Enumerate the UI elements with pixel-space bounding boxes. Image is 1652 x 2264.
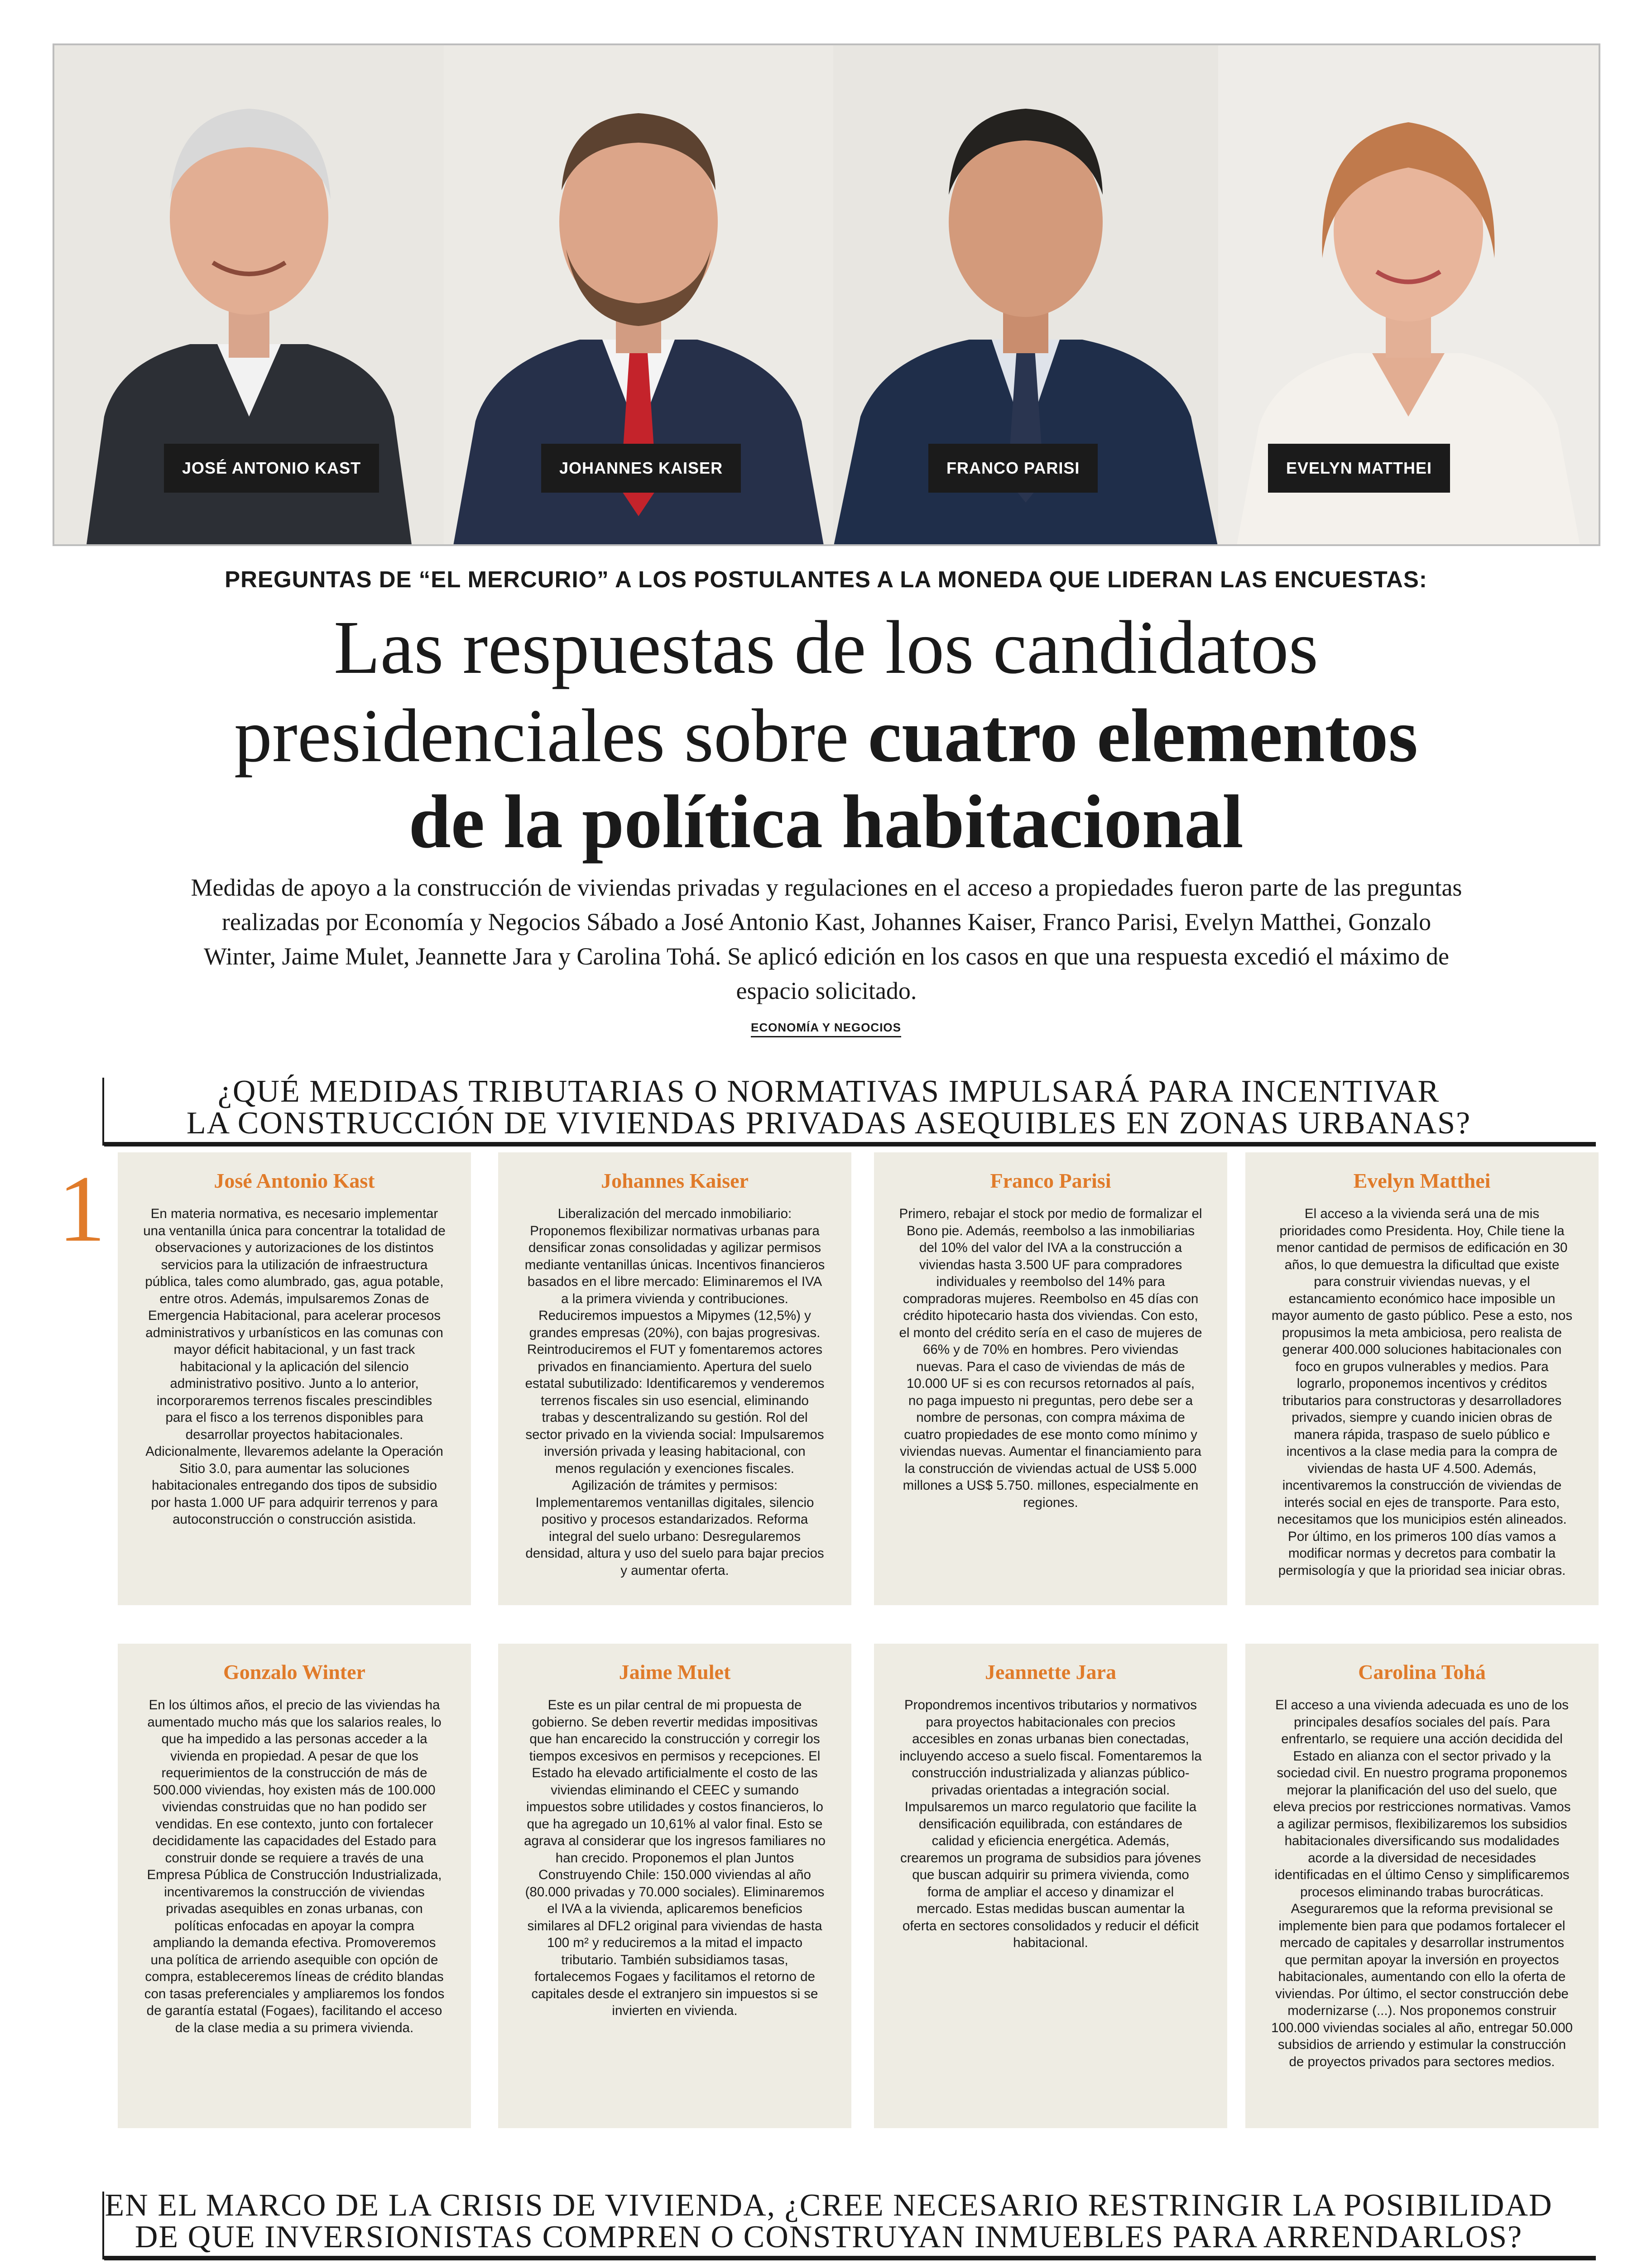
- q1-number: 1: [58, 1156, 106, 1262]
- photo-matthei: [1218, 45, 1600, 546]
- answer-text: Liberalización del mercado inmobiliario: Proponemos flexibilizar normativas urbanas para densificar zonas consolidadas y agilizar permisos mediante ventanillas únicas. Incentivos financieros basados en el libre mercado: Eliminaremos el IVA a la primera vivienda y contribuciones. Reduciremos impuestos a Mipymes (12,5%) y grandes empresas (20%), con bajas progresivas. Reintroduciremos el FUT y fomentaremos actores privados en financiamiento. Apertura del suelo estatal subutilizado: Identificaremos y venderemos terrenos fiscales sin uso esencial, eliminando trabas y descentralizando su gestión. Rol del sector privado en la vivienda social: Impulsaremos inversión privada y leasing habitacional, con menos regulación y exenciones fiscales. Agilización de trámites y permisos: Implementaremos ventanillas digitales, silencio positivo y procesos estandarizados. Reforma integral del suelo urbano: Desregularemos densidad, altura y uso del suelo para bajar precios y aumentar oferta.: [524, 1206, 825, 1578]
- nameplate-kaiser: JOHANNES KAISER: [541, 444, 741, 493]
- q1-answer-jara: [874, 1644, 1227, 2128]
- q1-answer-matthei: [1245, 1152, 1599, 1605]
- candidate-name: Carolina Tohá: [1358, 1660, 1486, 1684]
- section-tag: [0, 1021, 1652, 1035]
- answer-text: En materia normativa, es necesario implementar una ventanilla única para concentrar la totalidad de observaciones y autorizaciones de los distintos servicios para la utilización de infraestructura pública, tales como alumbrado, gas, agua potable, entre otros. Además, impulsaremos Zonas de Emergencia Habitacional, para acelerar procesos administrativos y urbanísticos en las comunas con mayor déficit habitacional, y un fast track habitacional y la aplicación del silencio administrativo positivo. Junto a lo anterior, incorporaremos terrenos fiscales prescindibles para el fisco a los terrenos disponibles para desarrollar proyectos habitacionales. Adicionalmente, llevaremos adelante la Operación Sitio 3.0, para aumentar las soluciones habitacionales entregando dos tipos de subsidio por hasta 1.000 UF para adquirir terrenos y para autoconstrucción o construcción asistida.: [143, 1206, 446, 1527]
- answer-text: Primero, rebajar el stock por medio de formalizar el Bono pie. Además, reembolso a las inmobiliarias del 10% del valor del IVA a la construcción a viviendas hasta 3.500 UF para compradores individuales y reembolso del 14% para compradoras mujeres. Reembolso en 45 días con crédito hipotecario hasta dos viviendas. Con esto, el monto del crédito sería en el caso de mujeres de 66% y de 70% en hombres. Pero viviendas nuevas. Para el caso de viviendas de más de 10.000 UF si es con recursos retornados al país, no paga impuesto ni preguntas, pero debe ser a nombre de personas, con compra máxima de cuatro propiedades de ese monto como mínimo y viviendas nuevas. Aumentar el financiamiento para la construcción de viviendas actual de US$ 5.000 millones a US$ 5.750. millones, especialmente en regiones.: [899, 1206, 1202, 1510]
- q1-answer-winter: [118, 1644, 471, 2128]
- answer-text: Este es un pilar central de mi propuesta de gobierno. Se deben revertir medidas impositivas que han encarecido la construcción y corregir los tiempos excesivos en permisos y recepciones. El Estado ha elevado artificialmente el costo de las viviendas eliminando el CEEC y sumando impuestos sobre utilidades y costos financieros, lo que ha agregado un 10,61% al valor final. Esto se agrava al considerar que los ingresos familiares no han crecido. Proponemos el plan Juntos Construyendo Chile: 150.000 viviendas al año (80.000 privadas y 70.000 sociales). Eliminaremos el IVA a la vivienda, aplicaremos beneficios similares al DFL2 original para viviendas de hasta 100 m² y reduciremos a la mitad el impacto tributario. También subsidiamos tasas, fortalecemos Fogaes y facilitamos el retorno de capitales desde el extranjero sin impuestos si se invierten en vivienda.: [524, 1698, 826, 2018]
- headline-line1: Las respuestas de los candidatos: [333, 605, 1319, 690]
- headline-line2-bold: cuatro elementos: [868, 694, 1418, 778]
- section-tag-label: ECONOMÍA Y NEGOCIOS: [751, 1021, 901, 1037]
- q1-title-line2: LA CONSTRUCCIÓN DE VIVIENDAS PRIVADAS ASEQUIBLES EN ZONAS URBANAS?: [186, 1106, 1471, 1141]
- candidates-photo-strip: [53, 43, 1600, 546]
- q1-answer-parisi: [874, 1152, 1227, 1605]
- photo-kast: [54, 45, 444, 546]
- candidate-name: Johannes Kaiser: [601, 1169, 749, 1192]
- headline-line3: de la política habitacional: [408, 780, 1244, 864]
- q2-title-line2: DE QUE INVERSIONISTAS COMPREN O CONSTRUYAN INMUEBLES PARA ARRENDARLOS?: [134, 2220, 1523, 2254]
- candidate-name: Franco Parisi: [990, 1169, 1111, 1192]
- candidate-name: Jeannette Jara: [985, 1660, 1116, 1684]
- answer-text: Propondremos incentivos tributarios y normativos para proyectos habitacionales con precios accesibles en zonas urbanas bien conectadas, incluyendo acceso a suelo fiscal. Fomentaremos la construcción industrializada y alianzas público-privadas orientadas a integración social. Impulsaremos un marco regulatorio que facilite la densificación equilibrada, con estándares de calidad y eficiencia energética. Además, crearemos un programa de subsidios para jóvenes que buscan adquirir su primera vivienda, como forma de ampliar el acceso y dinamizar el mercado. Estas medidas buscan aumentar la oferta en sectores consolidados y reducir el déficit habitacional.: [899, 1698, 1202, 1950]
- answer-text: El acceso a una vivienda adecuada es uno de los principales desafíos sociales del país. Para enfrentarlo, se requiere una acción decidida del Estado en alianza con el sector privado y la sociedad civil. En nuestro programa proponemos mejorar la planificación del uso del suelo, que eleva precios por restricciones normativas. Vamos a agilizar permisos, flexibilizaremos los subsidios habitacionales diversificando sus modalidades acorde a la diversidad de necesidades identificadas en el último Censo y simplificaremos procesos eliminando trabas burocráticas. Aseguraremos que la reforma previsional se implemente bien para que podamos fortalecer el mercado de capitales y desarrollar instrumentos que permitan apoyar la inversión en proyectos habitacionales, aumentando con ello la oferta de viviendas. Por último, el sector construcción debe modernizarse (...). Nos proponemos construir 100.000 viviendas sociales al año, entregar 50.000 subsidios de arriendo y estimular la construcción de proyectos privados para sectores medios.: [1271, 1698, 1573, 2069]
- answer-text: El acceso a la vivienda será una de mis prioridades como Presidenta. Hoy, Chile tiene la menor cantidad de permisos de edificación en 30 años, lo que demuestra la dificultad que existe para construir viviendas nuevas, y el estancamiento económico hace imposible un mayor aumento de gasto público. Pese a esto, nos propusimos la meta ambiciosa, pero realista de generar 400.000 soluciones habitacionales con foco en grupos vulnerables y medios. Para lograrlo, proponemos incentivos y créditos tributarios para constructoras y desarrolladores privados, siempre y cuando inicien obras de manera rápida, traspaso de suelo público e incentivos a la clase media para la compra de viviendas de hasta UF 4.500. Además, incentivaremos la construcción de viviendas de interés social en ejes de transporte. Para esto, necesitamos que los municipios estén alineados. Por último, en los primeros 100 días vamos a modificar normas y decretos para combatir la permisología y que la prioridad sea iniciar obras.: [1271, 1206, 1573, 1578]
- candidate-name: Evelyn Matthei: [1353, 1169, 1491, 1192]
- q2-rule: [104, 2256, 1596, 2260]
- kicker: PREGUNTAS DE “EL MERCURIO” A LOS POSTULANTES A LA MONEDA QUE LIDERAN LAS ENCUESTAS:: [225, 566, 1427, 592]
- q1-answer-kast: [118, 1152, 471, 1605]
- headline-line2-light: presidenciales sobre: [234, 694, 849, 778]
- q1-rule: [104, 1142, 1596, 1146]
- q1-answer-kaiser: [498, 1152, 851, 1605]
- lede: Medidas de apoyo a la construcción de viviendas privadas y regulaciones en el acceso a propiedades fueron parte de las preguntas realizadas por Economía y Negocios Sábado a José Antonio Kast, Johannes Kaiser, Franco Parisi, Evelyn Matthei, Gonzalo Winter, Jaime Mulet, Jeannette Jara y Carolina Tohá. Se aplicó edición en los casos en que una respuesta excedió el máximo de espacio solicitado.: [191, 874, 1462, 1004]
- q2-title-line1: EN EL MARCO DE LA CRISIS DE VIVIENDA, ¿CREE NECESARIO RESTRINGIR LA POSIBILIDAD: [105, 2188, 1553, 2223]
- photo-parisi: [833, 45, 1218, 546]
- nameplate-matthei: EVELYN MATTHEI: [1268, 444, 1450, 493]
- q1-answer-mulet: [498, 1644, 851, 2128]
- candidate-name: José Antonio Kast: [214, 1169, 375, 1192]
- candidate-name: Gonzalo Winter: [223, 1660, 365, 1684]
- answer-text: En los últimos años, el precio de las viviendas ha aumentado mucho más que los salarios reales, lo que ha impedido a las personas acceder a la vivienda en propiedad. A pesar de que los requerimientos de la construcción de más de 500.000 viviendas, hoy existen más de 100.000 viviendas construidas que no han podido ser vendidas. En ese contexto, junto con fortalecer decididamente las capacidades del Estado para construir donde se requiere a través de una Empresa Pública de Construcción Industrializada, incentivaremos la construcción de viviendas privadas asequibles en zonas urbanas, con políticas enfocadas en apoyar la compra ampliando la demanda efectiva. Promoveremos una política de arriendo asequible con opción de compra, estableceremos líneas de crédito blandas con tasas preferenciales y ampliaremos los fondos de garantía estatal (Fogaes), facilitando el acceso de la clase media a su primera vivienda.: [144, 1698, 445, 2035]
- headline-line2: [0, 691, 1652, 781]
- photo-kaiser: [444, 45, 833, 546]
- q1-answer-toha: [1245, 1644, 1599, 2128]
- nameplate-kast: JOSÉ ANTONIO KAST: [164, 444, 379, 493]
- nameplate-parisi: FRANCO PARISI: [928, 444, 1098, 493]
- candidate-name: Jaime Mulet: [619, 1660, 731, 1684]
- q1-title-line1: ¿QUÉ MEDIDAS TRIBUTARIAS O NORMATIVAS IMPULSARÁ PARA INCENTIVAR: [217, 1074, 1440, 1109]
